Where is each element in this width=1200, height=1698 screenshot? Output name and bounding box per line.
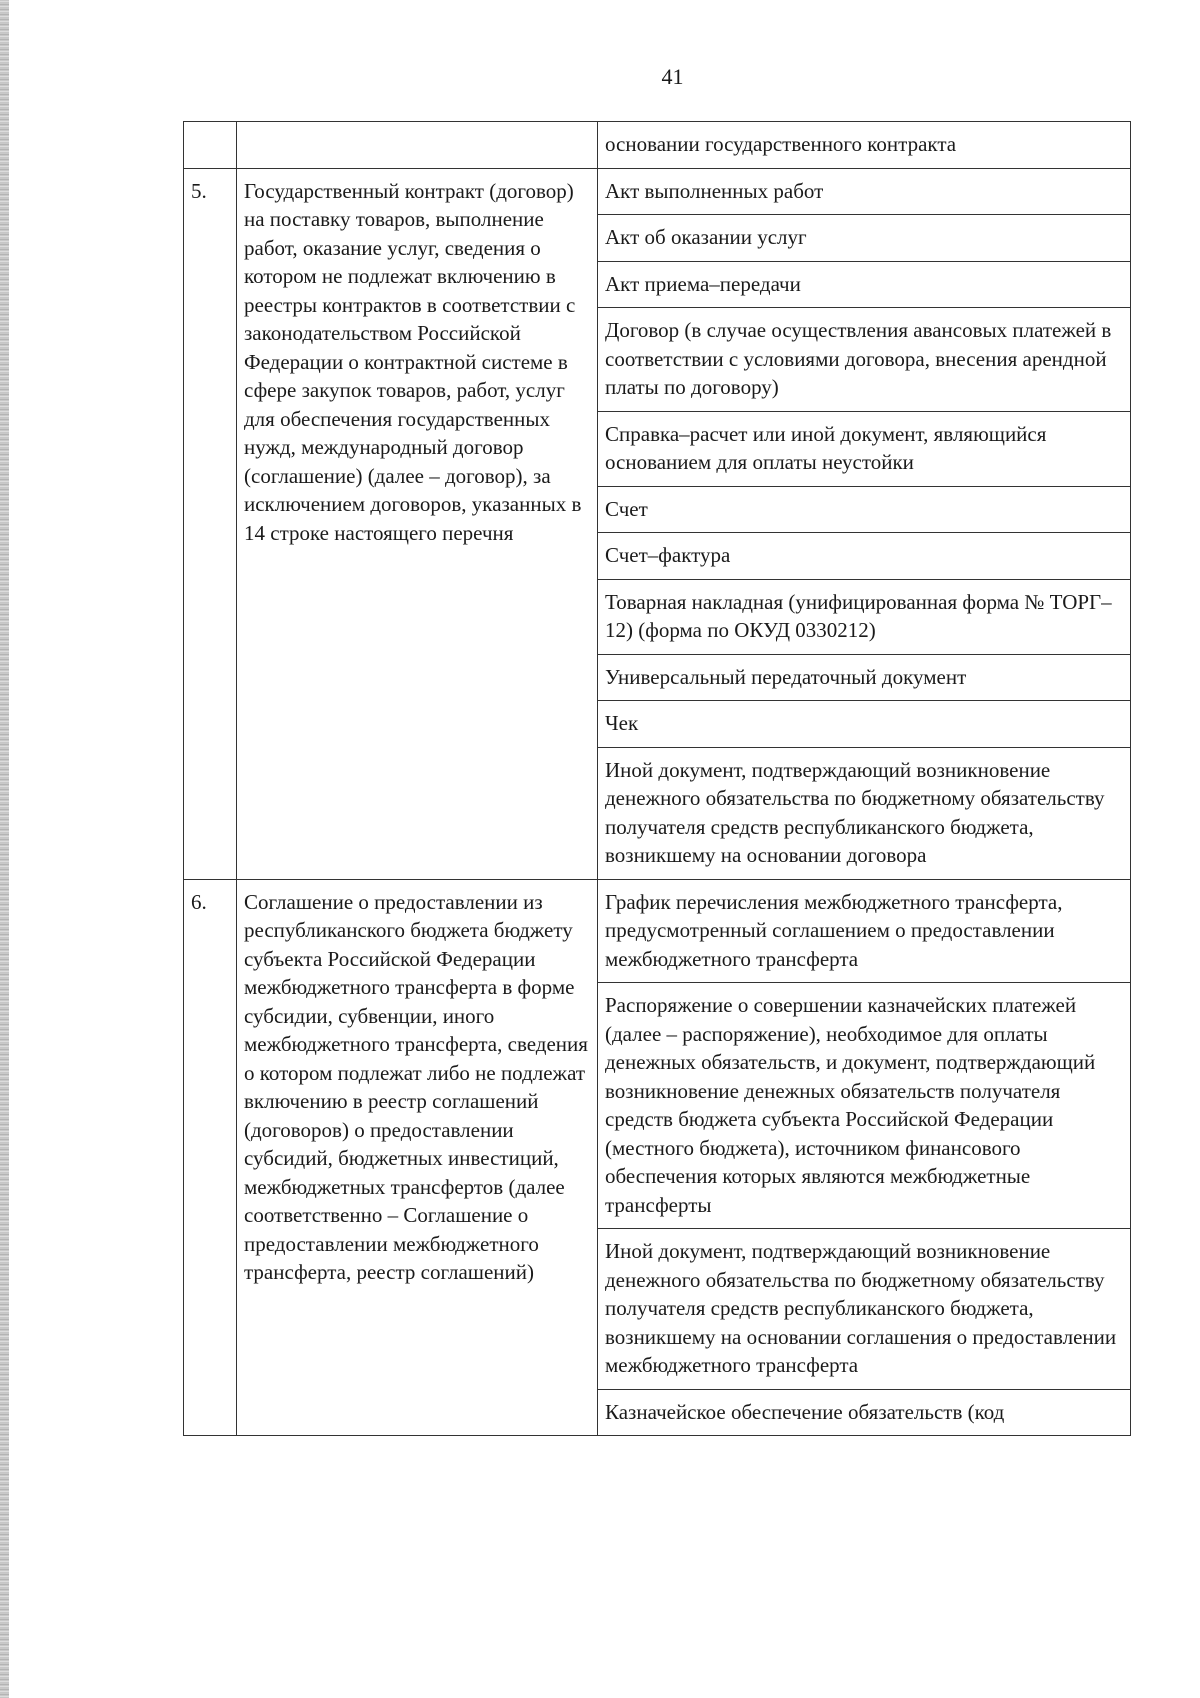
related-document-cell: Универсальный передаточный документ: [598, 654, 1131, 701]
related-document-cell: Счет: [598, 486, 1131, 533]
related-document-cell: основании государственного контракта: [598, 122, 1131, 169]
related-document-cell: Распоряжение о совершении казначейских платежей (далее – распоряжение), необходимое для оплаты денежных обязательств, и документ, подтверждающий возникновение денежных обязательств получателя средств бюджета субъекта Российской Федерации (местного бюджета), источником финансового обеспечения которых являются межбюджетные трансферты: [598, 983, 1131, 1229]
table-row: [184, 168, 1131, 215]
table-row: [184, 122, 1131, 169]
related-document-cell: Справка–расчет или иной документ, являющийся основанием для оплаты неустойки: [598, 411, 1131, 486]
related-document-cell: Акт выполненных работ: [598, 168, 1131, 215]
documents-table: [183, 121, 1131, 1436]
related-document-cell: Иной документ, подтверждающий возникновение денежного обязательства по бюджетному обязательству получателя средств республиканского бюджета, возникшему на основании договора: [598, 747, 1131, 879]
related-document-cell: Договор (в случае осуществления авансовых платежей в соответствии с условиями договора, внесения арендной платы по договору): [598, 308, 1131, 412]
related-document-cell: Товарная накладная (унифицированная форма № ТОРГ–12) (форма по ОКУД 0330212): [598, 579, 1131, 654]
document-cell: Государственный контракт (договор) на поставку товаров, выполнение работ, оказание услуг, сведения о котором не подлежат включению в реестры контрактов в соответствии с законодательством Российской Федерации о контрактной системе в сфере закупок товаров, работ, услуг для обеспечения государственных нужд, международный договор (соглашение) (далее – договор), за исключением договоров, указанных в 14 строке настоящего перечня: [237, 168, 598, 879]
related-document-cell: График перечисления межбюджетного трансферта, предусмотренный соглашением о предоставлении межбюджетного трансферта: [598, 879, 1131, 983]
document-cell: Соглашение о предоставлении из республиканского бюджета бюджету субъекта Российской Федерации межбюджетного трансферта в форме субсидии, субвенции, иного межбюджетного трансферта, сведения о котором подлежат либо не подлежат включению в реестр соглашений (договоров) о предоставлении субсидий, бюджетных инвестиций, межбюджетных трансфертов (далее соответственно – Соглашение о предоставлении межбюджетного трансферта, реестр соглашений): [237, 879, 598, 1436]
table-row: [184, 879, 1131, 983]
related-document-cell: Акт об оказании услуг: [598, 215, 1131, 262]
row-number-cell: 5.: [184, 168, 237, 879]
row-number-cell: 6.: [184, 879, 237, 1436]
page-number: 41: [661, 64, 684, 89]
related-document-cell: Иной документ, подтверждающий возникновение денежного обязательства по бюджетному обязательству получателя средств республиканского бюджета, возникшему на основании соглашения о предоставлении межбюджетного трансферта: [598, 1229, 1131, 1390]
document-cell: [237, 122, 598, 169]
related-document-cell: Акт приема–передачи: [598, 261, 1131, 308]
scan-edge: [0, 0, 9, 1698]
related-document-cell: Чек: [598, 701, 1131, 748]
row-number-cell: [184, 122, 237, 169]
related-document-cell: Счет–фактура: [598, 533, 1131, 580]
related-document-cell: Казначейское обеспечение обязательств (код: [598, 1389, 1131, 1436]
